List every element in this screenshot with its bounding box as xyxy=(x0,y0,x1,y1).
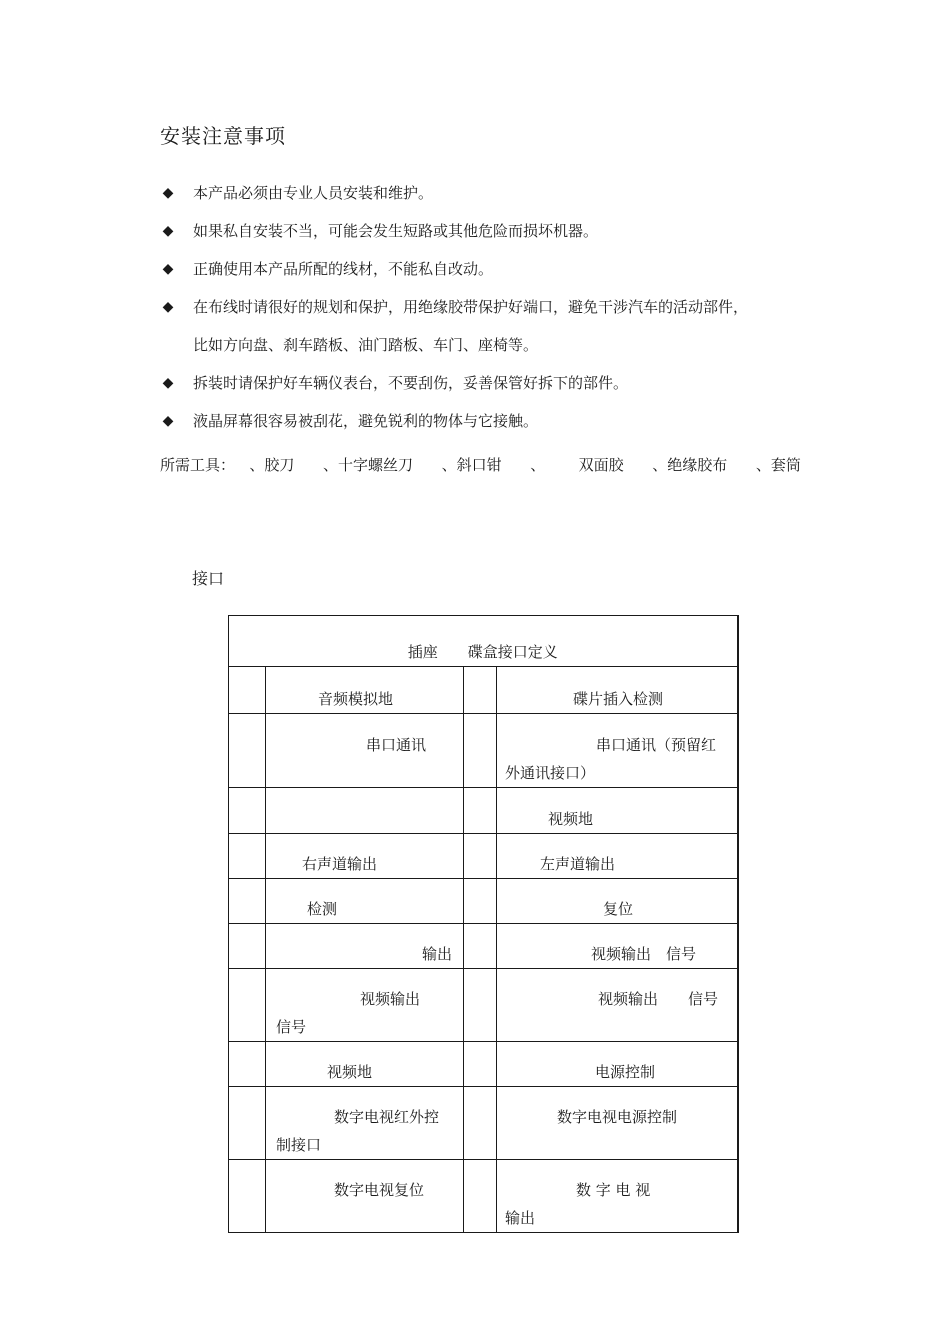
pin-left-definition: 串口通讯 xyxy=(266,714,464,788)
pin-definition-table xyxy=(228,615,739,1233)
pin-left-definition xyxy=(266,788,464,834)
pin-number-cell xyxy=(464,924,497,969)
table-row xyxy=(229,1160,738,1233)
pin-number-cell xyxy=(229,969,266,1042)
pin-number-cell xyxy=(464,969,497,1042)
diamond-bullet-icon: ◆ xyxy=(162,413,174,429)
pin-left-definition: 检测 xyxy=(266,879,464,924)
tool-item: 、胶刀 xyxy=(249,456,295,474)
pin-number-cell xyxy=(229,834,266,879)
pin-right-definition: 复位 xyxy=(497,879,738,924)
table-header-row xyxy=(229,616,738,667)
pin-number-cell xyxy=(464,879,497,924)
section-heading-interface: 接口 xyxy=(192,569,225,588)
pin-number-cell xyxy=(229,924,266,969)
pin-number-cell xyxy=(464,834,497,879)
pin-number-cell xyxy=(229,788,266,834)
pin-number-cell xyxy=(229,667,266,714)
note-text: 拆装时请保护好车辆仪表台，不要刮伤，妥善保管好拆下的部件。 xyxy=(193,374,629,392)
tool-item: 、绝缘胶布 xyxy=(652,456,728,474)
pin-right-definition: 视频输出 信号 xyxy=(497,969,738,1042)
tool-item: 、斜口钳 xyxy=(441,456,502,474)
table-row xyxy=(229,714,738,788)
pin-number-cell xyxy=(229,1042,266,1087)
table-header xyxy=(229,616,738,667)
table-row xyxy=(229,969,738,1042)
table-header-text: 插座 碟盒接口定义 xyxy=(407,643,558,661)
note-text-continued: 比如方向盘、刹车踏板、油门踏板、车门、座椅等。 xyxy=(193,336,539,354)
pin-left-definition: 右声道输出 xyxy=(266,834,464,879)
table-row xyxy=(229,1042,738,1087)
pin-left-definition: 视频地 xyxy=(266,1042,464,1087)
list-item xyxy=(160,212,820,250)
tools-label: 所需工具： xyxy=(160,456,236,474)
list-item xyxy=(160,364,820,402)
list-item xyxy=(160,174,820,212)
pin-right-definition: 视频输出 信号 xyxy=(497,924,738,969)
note-text: 液晶屏幕很容易被刮花，避免锐利的物体与它接触。 xyxy=(193,412,539,430)
table-row xyxy=(229,788,738,834)
note-text: 如果私自安装不当，可能会发生短路或其他危险而损坏机器。 xyxy=(193,222,599,240)
table-row xyxy=(229,834,738,879)
pin-number-cell xyxy=(464,1087,497,1160)
pin-number-cell xyxy=(229,879,266,924)
pin-left-definition: 数字电视红外控 制接口 xyxy=(266,1087,464,1160)
table-row xyxy=(229,924,738,969)
diamond-bullet-icon: ◆ xyxy=(162,375,174,391)
tool-item: 、十字螺丝刀 xyxy=(322,456,413,474)
pin-right-definition: 碟片插入检测 xyxy=(497,667,738,714)
pin-left-definition: 视频输出 信号 xyxy=(266,969,464,1042)
list-item xyxy=(160,288,820,364)
notes-list xyxy=(160,174,820,440)
pin-right-definition: 串口通讯（预留红 外通讯接口） xyxy=(497,714,738,788)
pin-right-definition: 左声道输出 xyxy=(497,834,738,879)
pin-right-definition: 数 字 电 视 输出 xyxy=(497,1160,738,1233)
tool-item: 双面胶 xyxy=(578,456,624,474)
diamond-bullet-icon: ◆ xyxy=(162,185,174,201)
page-title: 安装注意事项 xyxy=(160,124,286,148)
note-text: 在布线时请很好的规划和保护，用绝缘胶带保护好端口，避免干涉汽车的活动部件， xyxy=(193,298,749,316)
pin-left-definition: 数字电视复位 xyxy=(266,1160,464,1233)
list-item xyxy=(160,402,820,440)
pin-number-cell xyxy=(464,788,497,834)
table-row xyxy=(229,879,738,924)
tool-item: 、套筒 xyxy=(755,456,801,474)
pin-right-definition: 数字电视电源控制 xyxy=(497,1087,738,1160)
pin-number-cell xyxy=(464,1042,497,1087)
list-item xyxy=(160,250,820,288)
pin-number-cell xyxy=(229,714,266,788)
pin-right-definition: 视频地 xyxy=(497,788,738,834)
diamond-bullet-icon: ◆ xyxy=(162,223,174,239)
pin-number-cell xyxy=(229,1087,266,1160)
pin-number-cell xyxy=(464,667,497,714)
note-text: 正确使用本产品所配的线材，不能私自改动。 xyxy=(193,260,494,278)
pin-right-definition: 电源控制 xyxy=(497,1042,738,1087)
diamond-bullet-icon: ◆ xyxy=(162,261,174,277)
table-row xyxy=(229,1087,738,1160)
pin-number-cell xyxy=(464,1160,497,1233)
pin-left-definition: 输出 xyxy=(266,924,464,969)
pin-number-cell xyxy=(464,714,497,788)
note-text: 本产品必须由专业人员安装和维护。 xyxy=(193,184,434,202)
tool-item: 、 xyxy=(530,456,546,474)
diamond-bullet-icon: ◆ xyxy=(162,299,174,315)
pin-left-definition: 音频模拟地 xyxy=(266,667,464,714)
pin-number-cell xyxy=(229,1160,266,1233)
table-row xyxy=(229,667,738,714)
required-tools xyxy=(160,452,810,478)
